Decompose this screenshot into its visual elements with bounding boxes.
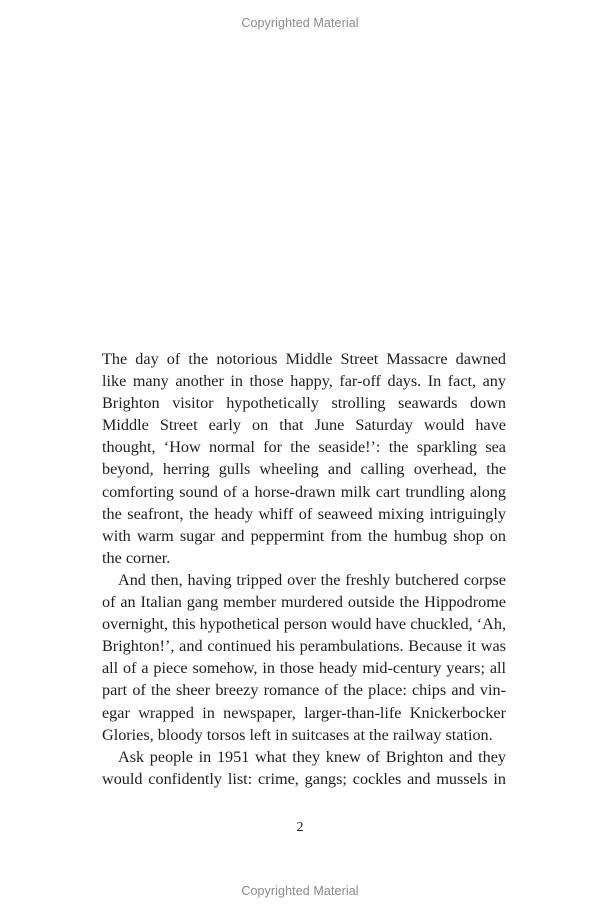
text-line: with warm sugar and peppermint from the humbug shop on <box>102 526 506 545</box>
copyright-watermark-bottom: Copyrighted Material <box>241 884 359 898</box>
text-line: Middle Street early on that June Saturday would have <box>102 416 506 435</box>
text-line: part of the sheer breezy romance of the place: chips and vin- <box>102 681 506 700</box>
text-line: the corner. <box>102 548 171 567</box>
text-line: Ask people in 1951 what they knew of Brighton and they <box>118 747 506 766</box>
text-line: of an Italian gang member murdered outside the Hippodrome <box>102 593 506 612</box>
text-line: The day of the notorious Middle Street Massacre dawned <box>102 350 506 368</box>
body-text <box>102 348 506 790</box>
text-line: thought, ‘How normal for the seaside!’: the sparkling sea <box>102 438 506 457</box>
copyright-watermark-top: Copyrighted Material <box>241 16 359 30</box>
text-line: all of a piece somehow, in those heady mid-century years; all <box>102 659 506 678</box>
text-line: the seafront, the heady whiff of seaweed mixing intriguingly <box>102 504 506 523</box>
text-line: Brighton!’, and continued his perambulations. Because it was <box>102 637 506 656</box>
text-line: Brighton visitor hypothetically strolling seawards down <box>102 394 506 413</box>
text-line: Glories, bloody torsos left in suitcases at the railway station. <box>102 725 493 744</box>
page-number: 2 <box>296 820 304 835</box>
text-line: And then, having tripped over the freshly butchered corpse <box>118 570 506 589</box>
text-line: comforting sound of a horse-drawn milk cart trundling along <box>102 482 506 501</box>
text-line: like many another in those happy, far-off days. In fact, any <box>102 372 506 391</box>
text-line: overnight, this hypothetical person would have chuckled, ‘Ah, <box>102 615 506 634</box>
text-line: beyond, herring gulls wheeling and calling overhead, the <box>102 460 506 479</box>
text-line: would confidently list: crime, gangs; cockles and mussels in <box>102 769 506 788</box>
text-line: egar wrapped in newspaper, larger-than-life Knickerbocker <box>102 703 506 722</box>
